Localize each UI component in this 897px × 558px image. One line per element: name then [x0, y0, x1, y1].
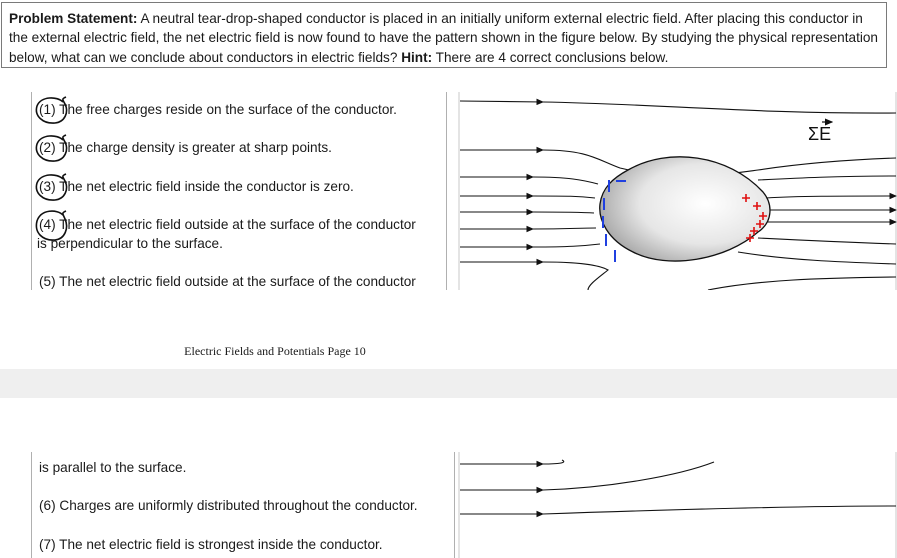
- field-line: [758, 238, 896, 244]
- option-1[interactable]: [39, 100, 397, 119]
- field-line: [460, 101, 543, 102]
- field-line: [533, 212, 594, 213]
- hint-label: Hint:: [401, 49, 433, 65]
- circle-mark-3: [36, 174, 66, 200]
- option-text: The net electric field inside the conductor is zero.: [55, 179, 354, 194]
- option-text: Charges are uniformly distributed throughout the conductor.: [55, 498, 418, 513]
- option-text: The net electric field outside at the surface of the conductor: [55, 274, 416, 289]
- field-line: [708, 277, 896, 290]
- problem-statement: [1, 2, 887, 68]
- problem-text: A neutral tear-drop-shaped conductor is placed in an initially uniform external electric field. After placing this conductor in the external electric field, the net electric field is now found to have the pattern shown in the figure below. By studying the physical representation below, what can we conclude about conductors in electric fields?: [9, 11, 878, 65]
- field-line: [738, 252, 896, 264]
- problem-label: Problem Statement:: [9, 11, 138, 26]
- negative-charge: [605, 234, 607, 246]
- field-line: [533, 244, 600, 247]
- option-3[interactable]: [39, 177, 354, 196]
- option-text: The net electric field outside at the surface of the conductor: [55, 217, 416, 232]
- electric-field-figure: [458, 92, 897, 290]
- field-line: [543, 262, 608, 290]
- negative-charge: [616, 180, 626, 182]
- field-line: [533, 228, 596, 229]
- answer-circle-marks: [33, 94, 73, 254]
- electric-field-figure-continued: [458, 452, 897, 558]
- option-number: (6): [39, 498, 56, 513]
- negative-charge: [608, 180, 610, 192]
- field-line: [543, 506, 896, 514]
- top-page-section: [31, 92, 897, 290]
- field-line: [758, 176, 896, 180]
- negative-charge: [603, 198, 605, 210]
- page-footer: Electric Fields and Potentials Page 10: [184, 344, 366, 358]
- option-7[interactable]: [39, 535, 383, 554]
- option-text: The free charges reside on the surface of the conductor.: [55, 102, 397, 117]
- negative-charge: [602, 216, 604, 228]
- option-4[interactable]: [39, 215, 416, 253]
- option-number: (1): [39, 102, 56, 117]
- option-6[interactable]: [39, 496, 418, 515]
- option-text-continued: is perpendicular to the surface.: [37, 236, 223, 251]
- option-number: (4): [39, 217, 56, 232]
- option-text: The charge density is greater at sharp points.: [55, 140, 332, 155]
- hint-text: There are 4 correct conclusions below.: [432, 49, 669, 65]
- circle-mark-1: [36, 97, 66, 123]
- option-2[interactable]: [39, 138, 332, 157]
- tear-drop-conductor: [600, 157, 770, 261]
- option-number: (2): [39, 140, 56, 155]
- negative-charge: [614, 250, 616, 262]
- field-line: [533, 177, 598, 184]
- option-number: (5): [39, 274, 56, 289]
- field-line: [766, 196, 896, 198]
- option-text: The net electric field is strongest inside the conductor.: [55, 537, 383, 552]
- field-lines: [460, 460, 896, 514]
- field-line: [543, 460, 564, 464]
- field-symbol-label: ΣE: [808, 124, 832, 144]
- page-break: [0, 369, 897, 398]
- field-line: [543, 462, 714, 490]
- option-number: (3): [39, 179, 56, 194]
- option-5[interactable]: [39, 272, 416, 291]
- circle-mark-4: [36, 211, 66, 240]
- bottom-page-section: [31, 452, 897, 558]
- circle-mark-2: [36, 135, 66, 161]
- option-number: (7): [39, 537, 56, 552]
- option-5-continued: is parallel to the surface.: [39, 460, 187, 475]
- field-line: [543, 102, 896, 113]
- field-line: [533, 196, 595, 198]
